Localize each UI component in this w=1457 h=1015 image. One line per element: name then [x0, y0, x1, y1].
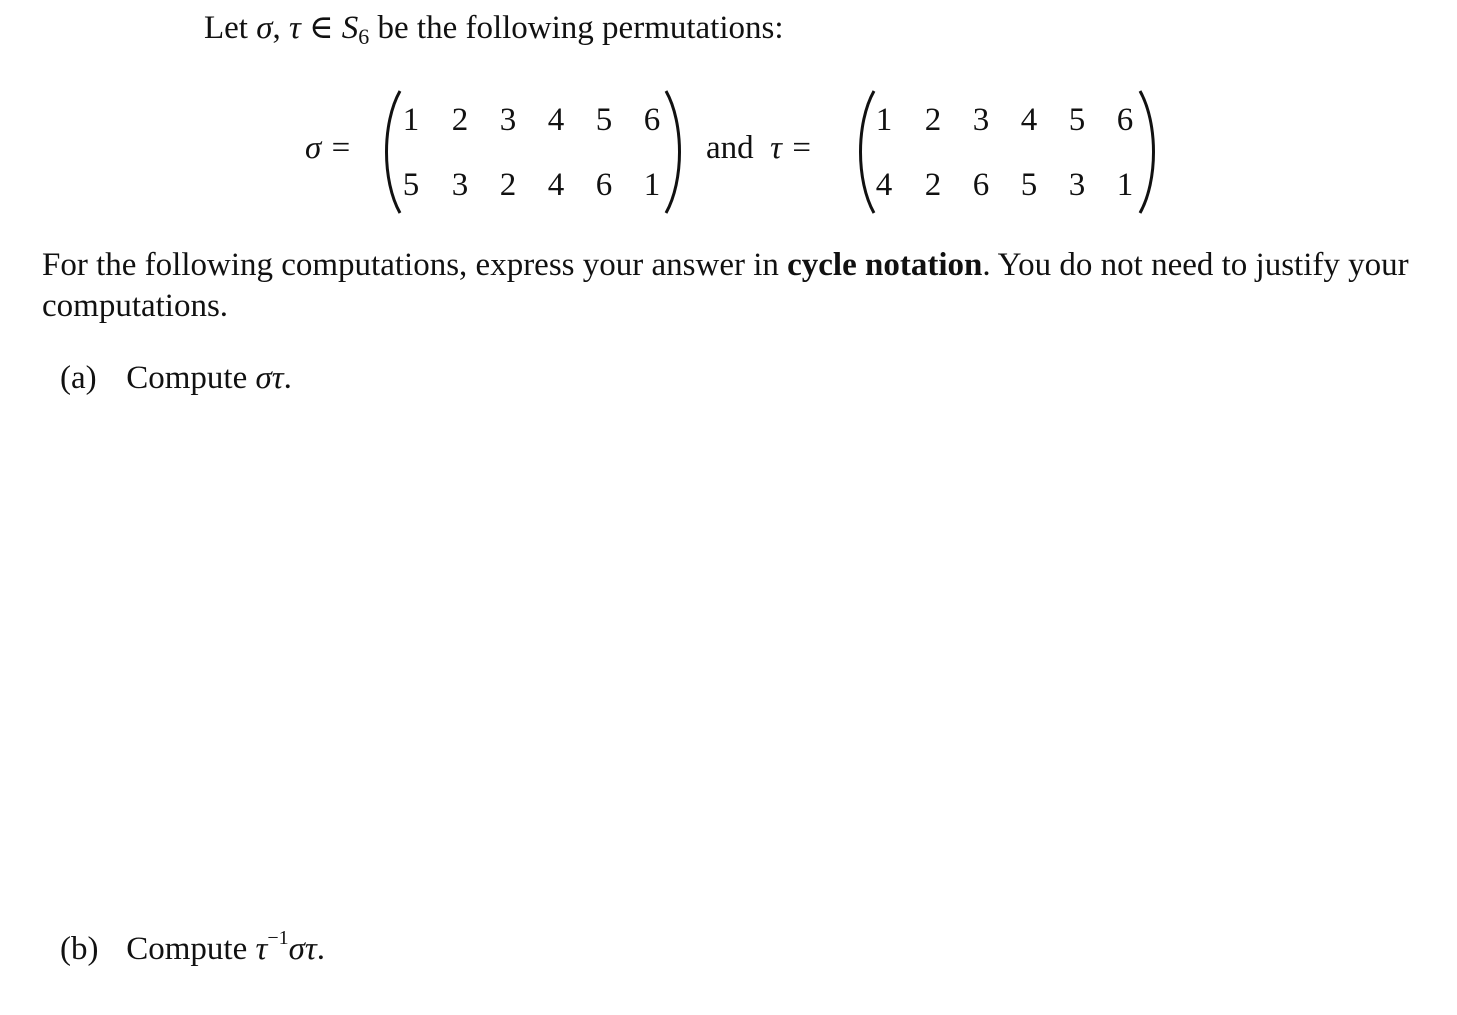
part-b-inverse-exponent: −1 [267, 927, 289, 949]
part-b-expression: στ [288, 931, 317, 967]
permutation-display [0, 88, 1457, 218]
sigma-bottom-cell: 3 [451, 167, 469, 203]
tau-symbol: τ [289, 10, 301, 46]
intro-suffix: be the following permutations: [369, 10, 784, 46]
sigma-top-cell: 5 [595, 102, 613, 138]
sigma-symbol: σ [256, 10, 273, 46]
sigma-bottom-cell: 6 [595, 167, 613, 203]
sigma-top-cell: 2 [451, 102, 469, 138]
part-b-period: . [316, 931, 325, 967]
part-b-label: (b) [60, 931, 99, 967]
instructions-text-1: For the following computations, express your answer in [42, 247, 788, 283]
part-a-label: (a) [60, 360, 97, 396]
element-of-symbol: ∈ [300, 10, 342, 46]
instructions-paragraph [42, 245, 1442, 327]
sigma-bottom-cell: 2 [499, 167, 517, 203]
sigma-top-cell: 1 [402, 102, 420, 138]
intro-comma: , [272, 10, 290, 46]
sigma-top-cell: 3 [499, 102, 517, 138]
instructions-text-2: . You do not need to justify your computations. [42, 247, 1409, 324]
tau-bottom-cell: 1 [1116, 167, 1134, 203]
sigma-bottom-cell: 4 [547, 167, 565, 203]
tau-bottom-cell: 6 [972, 167, 990, 203]
tau-top-cell: 5 [1068, 102, 1086, 138]
sigma-top-cell: 6 [643, 102, 661, 138]
tau-top-cell: 4 [1020, 102, 1038, 138]
sigma-top-cell: 4 [547, 102, 565, 138]
group-symbol: S [341, 10, 359, 46]
sigma-equals-label: σ = [305, 130, 352, 166]
tau-bottom-cell: 4 [875, 167, 893, 203]
intro-prefix: Let [204, 10, 257, 46]
tau-bottom-cell: 5 [1020, 167, 1038, 203]
sigma-bottom-cell: 1 [643, 167, 661, 203]
part-a [60, 358, 292, 398]
and-word: and [706, 130, 754, 166]
part-b [60, 918, 325, 969]
tau-right-paren [1136, 88, 1162, 216]
part-a-expression: στ [255, 360, 284, 396]
group-index: 6 [358, 24, 370, 49]
part-a-period: . [283, 360, 292, 396]
cycle-notation-bold: cycle notation [787, 247, 983, 283]
tau-bottom-cell: 3 [1068, 167, 1086, 203]
tau-top-cell: 2 [924, 102, 942, 138]
sigma-bottom-cell: 5 [402, 167, 420, 203]
tau-top-cell: 6 [1116, 102, 1134, 138]
tau-top-cell: 1 [875, 102, 893, 138]
sigma-right-paren [662, 88, 688, 216]
part-b-tau: τ [255, 931, 268, 967]
part-a-text: Compute [126, 360, 256, 396]
tau-bottom-cell: 2 [924, 167, 942, 203]
tau-equals-label: τ = [770, 130, 813, 166]
part-b-text: Compute [126, 931, 256, 967]
intro-line [204, 8, 784, 57]
and-connector [706, 128, 813, 168]
tau-top-cell: 3 [972, 102, 990, 138]
